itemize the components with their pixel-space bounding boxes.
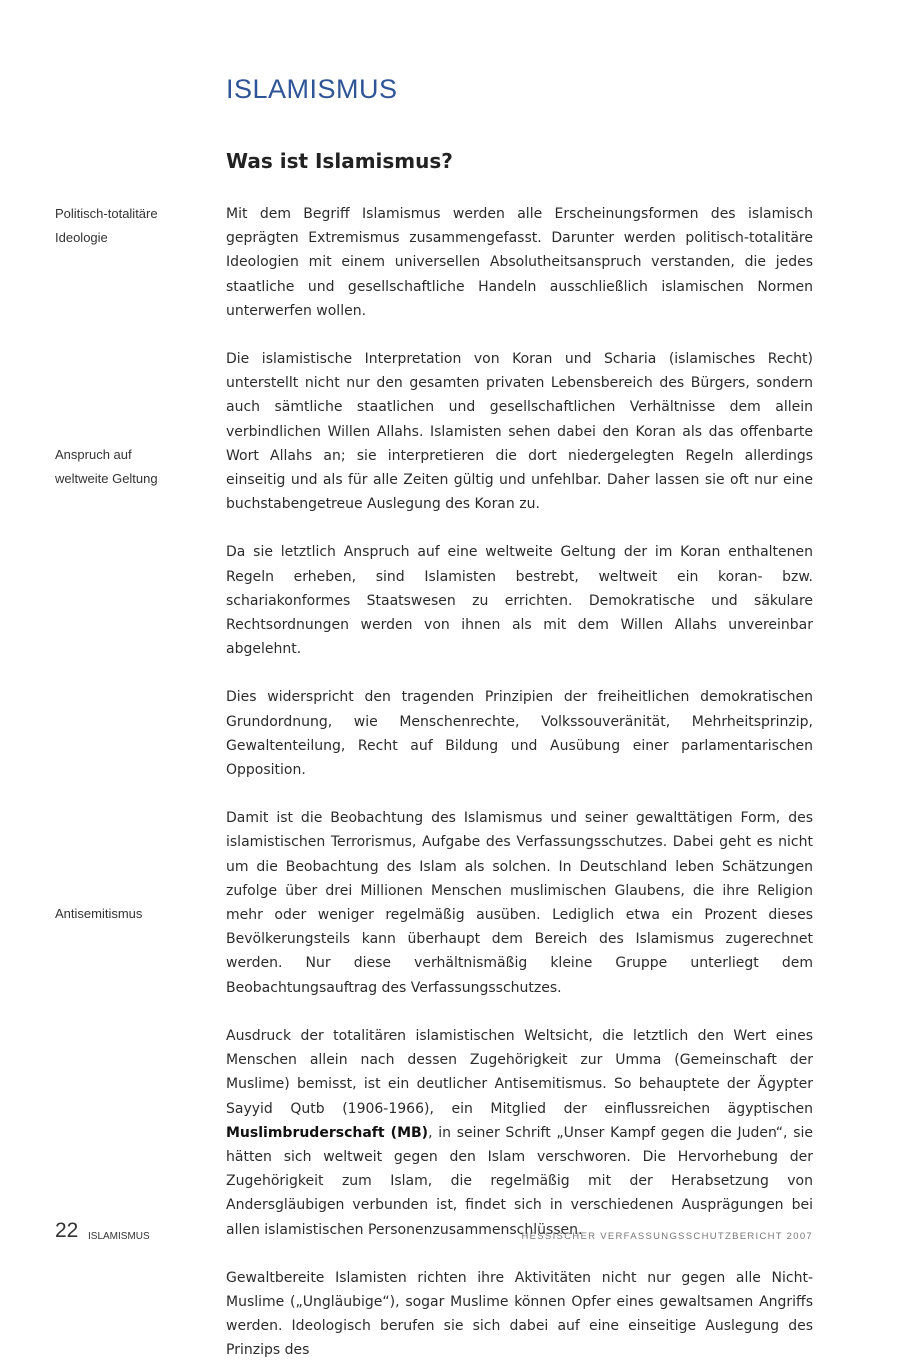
paragraph-6-text-after: , in seiner Schrift „Unser Kampf gegen die Juden“, sie hätten sich weltweit gegen den Islam verschworen. Die Hervorhebung der Zugehörigkeit zum Islam, die regelmäßig mit der Herabsetzung von Andersgläubigen verbunden ist, findet sich in verschiedenen Ausprägungen bei allen islamistischen Personenzusammenschlüssen. (226, 1124, 814, 1238)
paragraph-7: Gewaltbereite Islamisten richten ihre Aktivitäten nicht nur gegen alle Nicht-Muslime („Ungläubige“), sogar Muslime können Opfer eines gewaltsamen Angriffs werden. Ideologisch berufen sie sich dabei auf eine einseitige Auslegung des Prinzips des (226, 1269, 813, 1359)
paragraph-4: Dies widerspricht den tragenden Prinzipien der freiheitlichen demokratischen Grundordnung, wie Menschenrechte, Volkssouveränität, Mehrheitsprinzip, Gewaltenteilung, Recht auf Bildung und Ausübung einer parlamentarischen Opposition. (226, 689, 813, 779)
paragraph-2: Die islamistische Interpretation von Koran und Scharia (islamisches Recht) unterstellt nicht nur den gesamten privaten Lebensbereich des Bürgers, sondern auch sämtliche staatlichen und gesellschaftlichen Verhältnisse dem allein verbindlichen Willen Allahs. Islamisten sehen dabei den Koran als das offenbarte Wort Allahs an; sie interpretieren die dort niedergelegten Regeln allerdings einseitig und als für alle Zeiten gültig und unfehlbar. Daher lassen sie oft nur eine buchstabengetreue Auslegung des Koran zu. (226, 351, 813, 513)
margin-note-politisch-totalitaere-ideologie: Politisch-totalitäre Ideologie (55, 206, 158, 245)
margin-note-antisemitismus: Antisemitismus (55, 906, 143, 921)
paragraph-3: Da sie letztlich Anspruch auf eine weltweite Geltung der im Koran enthaltenen Regeln erheben, sind Islamisten bestrebt, weltweit ein koran- bzw. schariakonformes Staatswesen zu errichten. Demokratische und säkulare Rechtsordnungen werden von ihnen als mit dem Willen Allahs unvereinbar abgelehnt. (226, 544, 813, 658)
footer-section-label: ISLAMISMUS (88, 1231, 150, 1242)
paragraph-6 (226, 1024, 813, 1242)
main-text-column (226, 202, 813, 1363)
footer-report-title: HESSISCHER VERFASSUNGSSCHUTZBERICHT 2007 (521, 1231, 813, 1242)
paragraph-5: Damit ist die Beobachtung des Islamismus und seiner gewalttätigen Form, des islamistischen Terrorismus, Aufgabe des Verfassungsschutzes. Dabei geht es nicht um die Beobachtung des Islam als solchen. In Deutschland leben Schätzungen zufolge über drei Millionen Menschen muslimischen Glaubens, die ihre Religion mehr oder weniger regelmäßig ausüben. Lediglich etwa ein Prozent dieses Bevölkerungsteils kann überhaupt dem Bereich des Islamismus zugerechnet werden. Nur diese verhältnismäßig kleine Gruppe unterliegt dem Beobachtungsauftrag des Verfassungsschutzes. (226, 810, 813, 996)
footer-page-number: 22 (55, 1219, 79, 1242)
chapter-title: ISLAMISMUS (226, 74, 398, 104)
paragraph-1: Mit dem Begriff Islamismus werden alle Erscheinungsformen des islamisch geprägten Extremismus zusammengefasst. Darunter werden politisch-totalitäre Ideologien mit einem universellen Absolutheitsanspruch verstanden, die jedes staatliche und gesellschaftliche Handeln ausschließlich islamischen Normen unterwerfen wollen. (226, 206, 813, 319)
muslimbruderschaft-term: Muslimbruderschaft (MB) (226, 1124, 429, 1141)
margin-note-anspruch-auf-weltweite-geltung: Anspruch auf weltweite Geltung (55, 447, 158, 486)
paragraph-6-text-before: Ausdruck der totalitären islamistischen Weltsicht, die letztlich den Wert eines Menschen allein nach dessen Zugehörigkeit zur Umma (Gemeinschaft der Muslime) bemisst, ist ein deutlicher Antisemitismus. So behauptete der Ägypter Sayyid Qutb (1906-1966), ein Mitglied der einflussreichen ägyptischen (226, 1027, 813, 1117)
section-heading: Was ist Islamismus? (226, 149, 453, 173)
